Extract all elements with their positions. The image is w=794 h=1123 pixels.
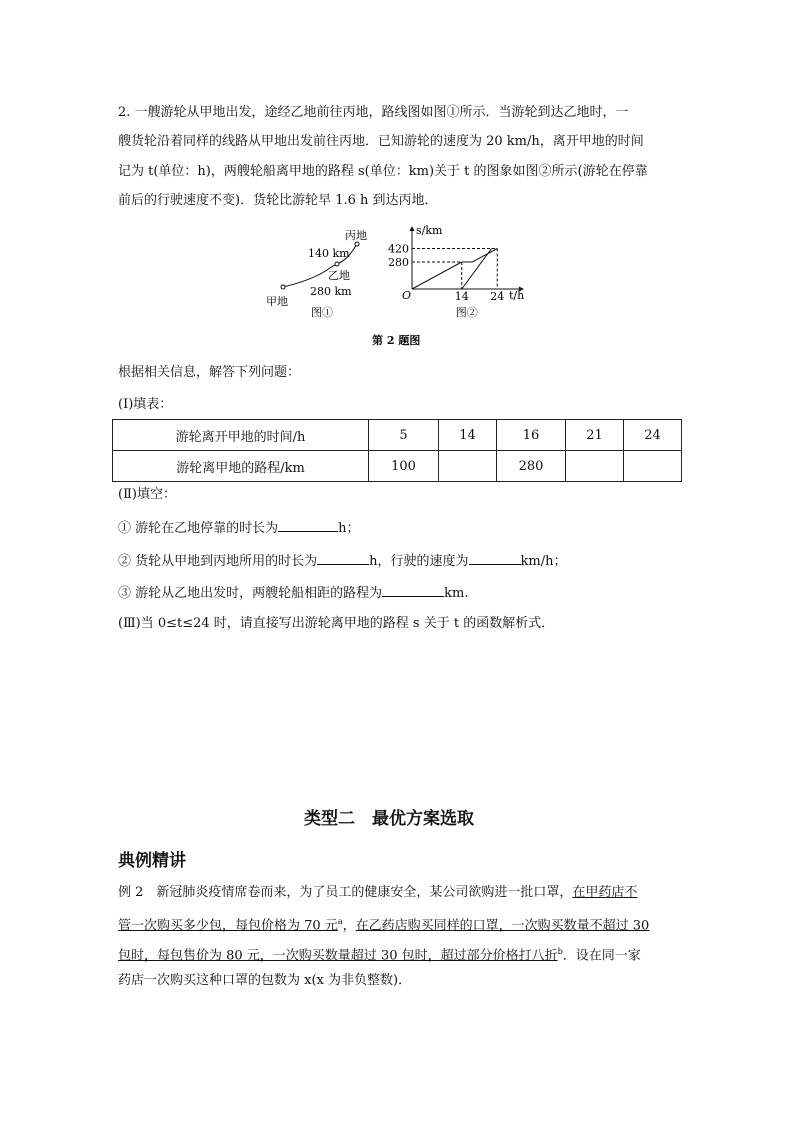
marker: a <box>337 917 343 926</box>
table-cell: 100 <box>369 451 439 482</box>
table-cell: 24 <box>624 420 682 451</box>
q1-text: ① 游轮在乙地停靠的时长为 <box>118 521 279 536</box>
q1-unit: h； <box>338 521 360 536</box>
section-subtitle: 典例精讲 <box>118 851 186 871</box>
figures <box>0 0 794 360</box>
label-yi: 乙地 <box>328 269 350 282</box>
table-row <box>113 451 682 482</box>
distance-time-chart <box>388 224 524 319</box>
label-280: 280 km <box>310 285 352 298</box>
answer-blank[interactable] <box>278 519 338 532</box>
text: 例 2 新冠肺炎疫情席卷而来，为了员工的健康安全，某公司欲购进一批口罩， <box>118 885 573 900</box>
origin-label: O <box>402 289 412 302</box>
example-line <box>118 913 649 935</box>
problem-line: 前后的行驶速度不变)．货轮比游轮早 1.6 h 到达丙地． <box>118 193 438 208</box>
table-cell: 5 <box>369 420 439 451</box>
jia-point <box>281 285 285 289</box>
y-tick-label: 420 <box>388 242 409 256</box>
q3-text: ③ 游轮从乙地出发时，两艘轮船相距的路程为 <box>118 586 383 601</box>
y-axis-label: s/km <box>416 224 443 237</box>
x-tick-label: 24 <box>490 290 505 303</box>
underlined-text: 在乙药店购买同样的口罩，一次购买数量不超过 30 <box>355 918 650 934</box>
figure-caption: 第 2 题图 <box>372 334 421 347</box>
text: ．设在同一家 <box>562 948 641 964</box>
answer-blank[interactable] <box>469 552 521 565</box>
x-axis-label: t/h <box>509 289 525 302</box>
answer-blank[interactable] <box>317 552 369 565</box>
table-cell <box>566 451 624 482</box>
example-line: 药店一次购买这种口罩的包数为 x(x 为非负整数)． <box>118 973 412 988</box>
q2-text: ② 货轮从甲地到丙地所用的时长为 <box>118 554 318 569</box>
part1-label: (Ⅰ)填表： <box>118 397 173 412</box>
y-tick-label: 280 <box>388 256 409 269</box>
marker: b <box>557 947 563 956</box>
q2-mid: h，行驶的速度为 <box>369 554 469 569</box>
bing-point <box>355 242 359 246</box>
part3: (Ⅲ)当 0≤t≤24 时，请直接写出游轮离甲地的路程 s 关于 t 的函数解析式． <box>118 616 555 631</box>
series-line-1 <box>462 249 492 290</box>
problem-line: 记为 t(单位：h)，两艘轮船离甲地的路程 s(单位：km)关于 t 的图象如图②所示(游轮在停靠 <box>118 164 648 179</box>
example-line <box>118 943 641 965</box>
part2-label: (Ⅱ)填空： <box>118 487 176 502</box>
fill-table <box>112 419 682 482</box>
label-140: 140 km <box>308 247 350 260</box>
yi-point <box>335 262 339 266</box>
table-cell: 16 <box>497 420 566 451</box>
answer-blank[interactable] <box>382 584 444 597</box>
fig2-caption: 图② <box>455 306 478 319</box>
question-2 <box>118 552 566 571</box>
q2-unit: km/h； <box>520 554 567 569</box>
q3-unit: km. <box>444 586 469 601</box>
table-cell: 游轮离甲地的路程/km <box>113 451 369 482</box>
problem-line: 艘货轮沿着同样的线路从甲地出发前往丙地．已知游轮的速度为 20 km/h，离开甲地的时间 <box>118 134 644 149</box>
table-cell: 280 <box>497 451 566 482</box>
series-line-0 <box>412 249 497 290</box>
label-jia: 甲地 <box>266 295 288 308</box>
table-cell: 游轮离开甲地的时间/h <box>113 420 369 451</box>
table-cell <box>624 451 682 482</box>
intro: 根据相关信息，解答下列问题： <box>118 365 301 380</box>
text: ， <box>342 918 356 934</box>
table-cell: 21 <box>566 420 624 451</box>
problem-line: 2. 一艘游轮从甲地出发，途经乙地前往丙地，路线图如图①所示．当游轮到达乙地时，一 <box>118 105 629 120</box>
underlined-text: 包时，每包售价为 80 元，一次购买数量超过 30 包时，超过部分价格打八折 <box>118 948 558 964</box>
y-arrow-icon <box>410 226 415 231</box>
underlined-text: 在甲药店不 <box>572 885 638 900</box>
question-3 <box>118 584 468 603</box>
table-row <box>113 420 682 451</box>
question-1 <box>118 519 360 538</box>
x-tick-label: 14 <box>454 290 469 303</box>
table-cell <box>439 451 497 482</box>
underlined-text: 管一次购买多少包，每包价格为 70 元 <box>118 918 338 934</box>
label-bing: 丙地 <box>345 229 367 242</box>
fig1-caption: 图① <box>311 306 333 319</box>
table-cell: 14 <box>439 420 497 451</box>
section-title: 类型二 最优方案选取 <box>304 809 474 829</box>
example-line <box>118 884 637 902</box>
route-map <box>266 228 367 319</box>
